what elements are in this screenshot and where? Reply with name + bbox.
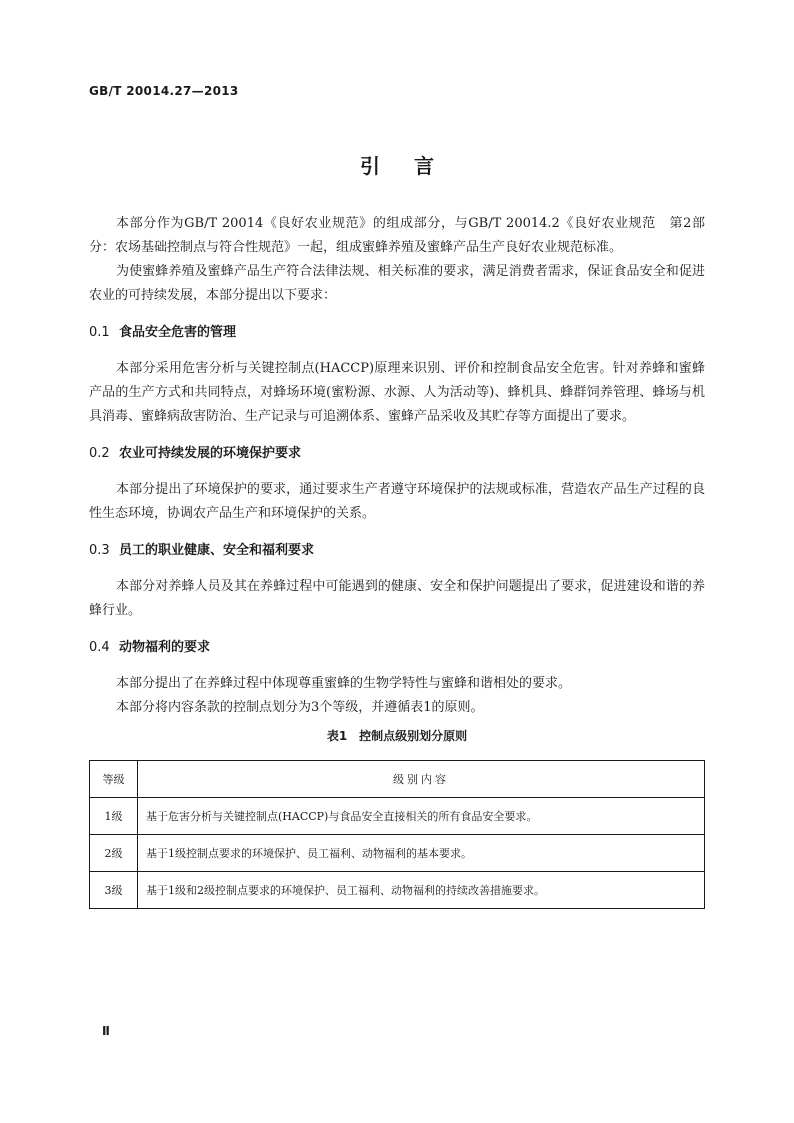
section-title: 农业可持续发展的环境保护要求 bbox=[119, 446, 302, 461]
section-paragraph: 本部分提出了在养蜂过程中体现尊重蜜蜂的生物学特性与蜜蜂和谐相处的要求。 bbox=[116, 676, 572, 691]
section-number: 0.1 bbox=[89, 325, 110, 340]
grade-content-cell: 基于1级和2级控制点要求的环境保护、员工福利、动物福利的持续改善措施要求。 bbox=[138, 872, 705, 909]
grade-level-cell: 1级 bbox=[90, 798, 138, 835]
section-heading bbox=[89, 638, 705, 658]
column-header-level: 等级 bbox=[90, 761, 138, 798]
table-row bbox=[90, 835, 705, 872]
section-number: 0.4 bbox=[89, 640, 110, 655]
section-title: 动物福利的要求 bbox=[119, 640, 211, 655]
section-paragraph: 本部分采用危害分析与关键控制点(HACCP)原理来识别、评价和控制食品安全危害。针对养蜂和蜜蜂产品的生产方式和共同特点，对蜂场环境(蜜粉源、水源、人为活动等)、蜂机具、蜂群饲养管理、蜂场与机具消毒、蜜蜂病敌害防治、生产记录与可追溯体系、蜜蜂产品采收及其贮存等方面提出了要求。 bbox=[89, 361, 705, 424]
table-row bbox=[90, 798, 705, 835]
intro-paragraph: 为使蜜蜂养殖及蜜蜂产品生产符合法律法规、相关标准的要求，满足消费者需求，保证食品安全和促进农业的可持续发展，本部分提出以下要求： bbox=[89, 264, 705, 303]
document-body bbox=[89, 212, 705, 909]
table-header-row bbox=[90, 761, 705, 798]
control-point-grade-table bbox=[89, 760, 705, 909]
page-title: 引言 bbox=[360, 154, 468, 178]
grade-content-cell: 基于危害分析与关键控制点(HACCP)与食品安全直接相关的所有食品安全要求。 bbox=[138, 798, 705, 835]
table-row bbox=[90, 872, 705, 909]
grade-level-cell: 3级 bbox=[90, 872, 138, 909]
grade-content-cell: 基于1级控制点要求的环境保护、员工福利、动物福利的基本要求。 bbox=[138, 835, 705, 872]
section-paragraph: 本部分对养蜂人员及其在养蜂过程中可能遇到的健康、安全和保护问题提出了要求，促进建设和谐的养蜂行业。 bbox=[89, 579, 705, 618]
section-paragraph: 本部分提出了环境保护的要求，通过要求生产者遵守环境保护的法规或标准，营造农产品生产过程的良性生态环境，协调农产品生产和环境保护的关系。 bbox=[89, 482, 705, 521]
section-paragraph: 本部分将内容条款的控制点划分为3个等级，并遵循表1的原则。 bbox=[116, 700, 484, 715]
section-title: 食品安全危害的管理 bbox=[119, 325, 237, 340]
intro-paragraph: 本部分作为GB/T 20014《良好农业规范》的组成部分，与GB/T 20014.2《良好农业规范 第2部分：农场基础控制点与符合性规范》一起，组成蜜蜂养殖及蜜蜂产品生产良好农业规范标准。 bbox=[89, 216, 705, 255]
section-title: 员工的职业健康、安全和福利要求 bbox=[119, 543, 315, 558]
column-header-content: 级别内容 bbox=[138, 761, 705, 798]
grade-level-cell: 2级 bbox=[90, 835, 138, 872]
standard-number: GB/T 20014.27—2013 bbox=[89, 84, 239, 98]
section-heading bbox=[89, 323, 705, 343]
section-number: 0.3 bbox=[89, 543, 110, 558]
page-number: Ⅱ bbox=[102, 1024, 110, 1038]
section-heading bbox=[89, 444, 705, 464]
section-number: 0.2 bbox=[89, 446, 110, 461]
section-heading bbox=[89, 541, 705, 561]
table-caption: 表1 控制点级别划分原则 bbox=[326, 729, 468, 743]
